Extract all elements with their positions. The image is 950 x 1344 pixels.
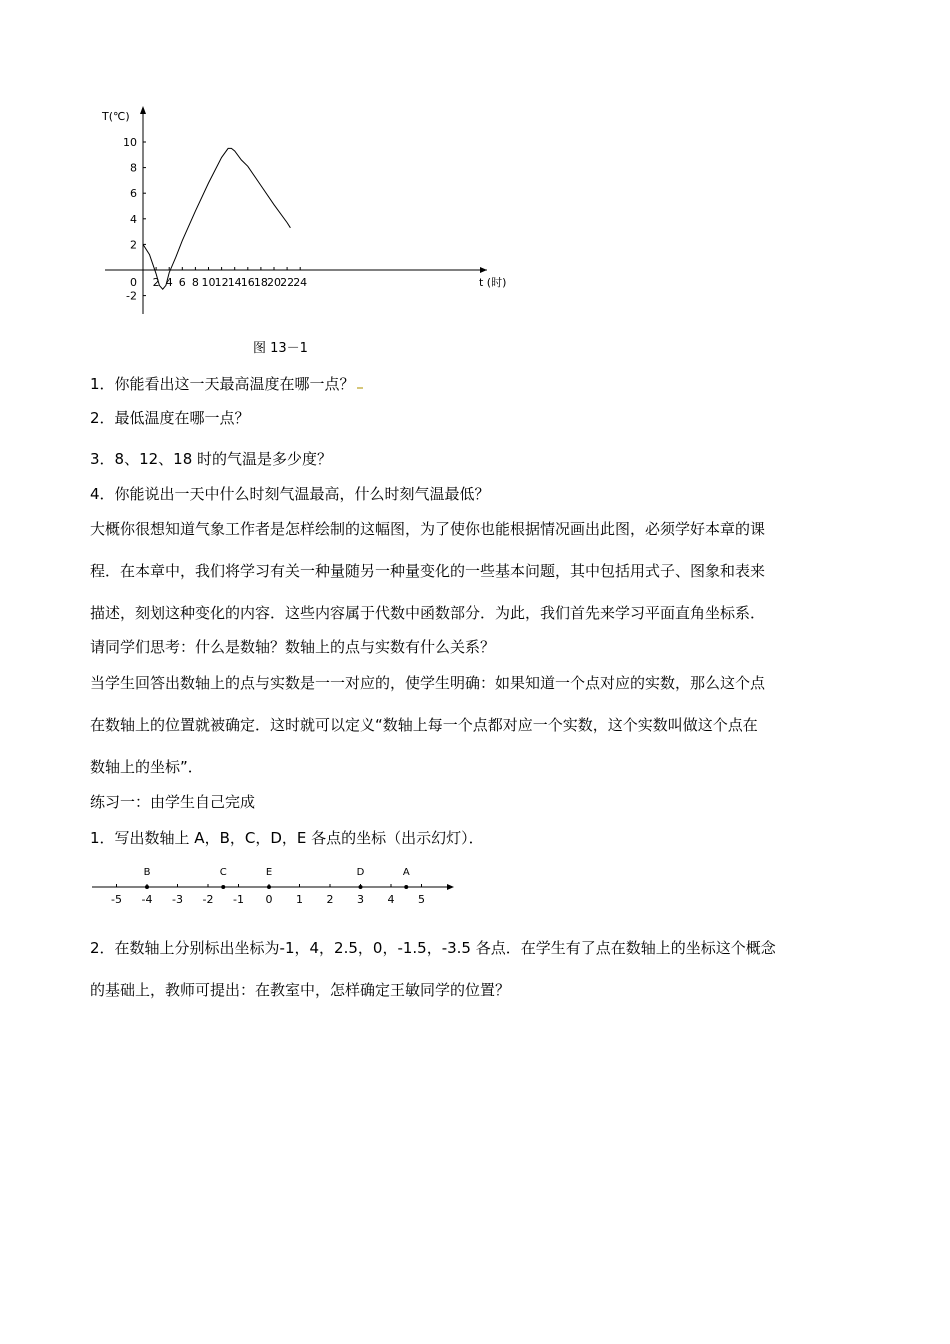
question-4: 4．你能说出一天中什么时刻气温最高，什么时刻气温最低？: [90, 485, 490, 503]
number-line-tick-label: -1: [233, 893, 244, 906]
question-3: 3．8、12、18 时的气温是多少度？: [90, 450, 333, 468]
x-tick-label: 22: [280, 276, 295, 289]
temperature-chart: [95, 100, 535, 325]
figure-caption: 图 13－1: [253, 341, 308, 356]
exercise-1: 1．写出数轴上 A，B，C，D，E 各点的坐标（出示幻灯）．: [90, 829, 484, 847]
number-line-point-label: B: [143, 867, 151, 878]
x-axis-arrow: [480, 267, 487, 273]
prompt-line: 请同学们思考：什么是数轴？数轴上的点与实数有什么关系？: [90, 638, 496, 656]
question-1-text: 1．你能看出这一天最高温度在哪一点？: [90, 375, 355, 393]
y-tick-label: 0: [130, 276, 137, 289]
number-line-tick-label: -2: [202, 893, 214, 906]
x-tick-label: 6: [178, 276, 186, 289]
number-line-point: [267, 885, 271, 889]
y-tick-label: 6: [130, 187, 137, 201]
x-tick-label: 2: [152, 276, 160, 289]
number-line-point: [221, 885, 225, 889]
x-tick-label: 24: [293, 276, 308, 289]
number-line-points: [144, 867, 410, 889]
y-axis-arrow: [140, 106, 146, 114]
paragraph1-line3: 描述，刻划这种变化的内容．这些内容属于代数中函数部分．为此，我们首先来学习平面直角坐标系．: [90, 604, 766, 622]
number-line-tick-label: 3: [357, 893, 364, 906]
number-line-tick-label: -4: [141, 893, 153, 906]
x-axis-label: t (时): [479, 276, 507, 289]
number-line-arrow: [447, 884, 454, 890]
question-1: [90, 374, 870, 394]
y-tick-label: 10: [123, 136, 137, 149]
number-line-tick-label: -5: [111, 893, 122, 906]
x-tick-label: 4: [165, 276, 173, 289]
number-line-tick-label: 1: [296, 893, 303, 906]
temperature-curve: [143, 148, 290, 289]
number-line-tick-label: -3: [172, 893, 183, 906]
exercise-title: 练习一：由学生自己完成: [90, 793, 256, 811]
exercise-2-line2: 的基础上，教师可提出：在教室中，怎样确定王敏同学的位置？: [90, 981, 511, 999]
x-tick-label: 10: [201, 276, 216, 289]
number-line-point-label: C: [219, 867, 227, 878]
y-tick-label: -2: [126, 289, 137, 303]
y-tick-label: 2: [130, 238, 137, 252]
number-line-tick-label: 4: [387, 893, 395, 906]
number-line-point: [359, 885, 363, 889]
exercise-2-line1: 2．在数轴上分别标出坐标为-1，4，2.5，0，-1.5，-3.5 各点．在学生有了点在数轴上的坐标这个概念: [90, 939, 776, 957]
x-tick-label: 20: [267, 276, 281, 289]
y-tick-label: 8: [130, 161, 137, 175]
x-tick-label: 16: [240, 276, 255, 289]
number-line-point: [404, 885, 408, 889]
x-tick-label: 8: [191, 276, 199, 289]
number-line-point-label: A: [402, 867, 410, 878]
question-2: [90, 408, 870, 428]
number-line-tick-label: 5: [418, 893, 425, 906]
x-tick-label: 14: [227, 276, 242, 289]
number-line: [88, 858, 468, 908]
y-tick-label: 4: [130, 212, 137, 226]
number-line-tick-label: 0: [265, 893, 273, 906]
question-2-text: 2．最低温度在哪一点？: [90, 409, 250, 427]
number-line-tick-label: 2: [326, 893, 334, 906]
number-line-point-label: D: [356, 867, 365, 878]
paragraph2-line1: 当学生回答出数轴上的点与实数是一一对应的，使学生明确：如果知道一个点对应的实数，那么这个点: [90, 674, 766, 692]
edit-mark: [357, 387, 363, 389]
x-tick-label: 18: [253, 276, 268, 289]
paragraph1-line1: 大概你很想知道气象工作者是怎样绘制的这幅图，为了使你也能根据情况画出此图，必须学好本章的课: [90, 520, 766, 538]
paragraph2-line3: 数轴上的坐标”．: [90, 758, 203, 776]
paragraph1-line2: 程．在本章中，我们将学习有关一种量随另一种量变化的一些基本问题，其中包括用式子、图象和表来: [90, 562, 766, 580]
x-tick-label: 12: [214, 276, 229, 289]
paragraph2-line2: 在数轴上的位置就被确定．这时就可以定义“数轴上每一个点都对应一个实数，这个实数叫做这个点在: [90, 716, 758, 734]
number-line-point-label: E: [265, 867, 273, 878]
y-axis-label: T(℃): [102, 110, 130, 123]
number-line-point: [145, 885, 149, 889]
